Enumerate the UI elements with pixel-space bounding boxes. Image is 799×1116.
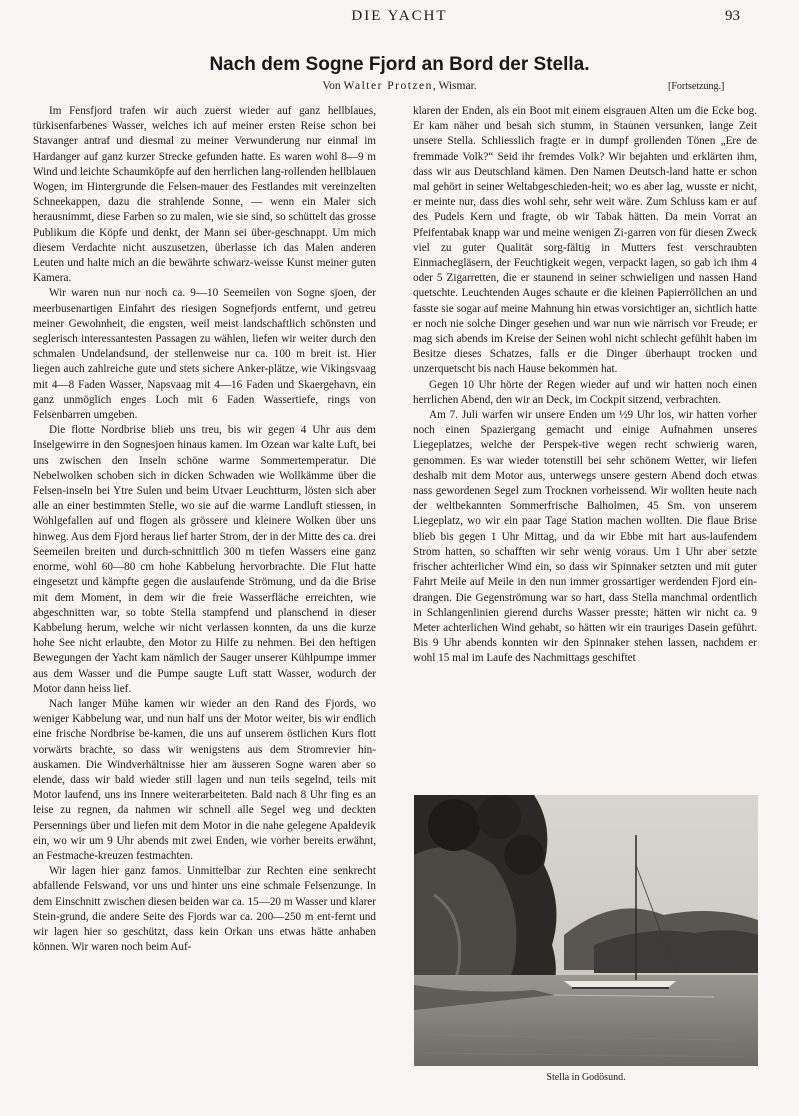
- running-head: DIE YACHT: [351, 8, 448, 24]
- paragraph: Wir lagen hier ganz famos. Unmittelbar zur Rechten eine senkrecht abfallende Felswand, vor uns und hinter uns eine schmale Felsenzunge. In dem Einschnitt zwischen diesen beiden war ca. 15—20 m Wasser und klarer Stein-grund, die andere Seite des Fjords war ca. 200—250 m ent-fernt und wir lagen hier so geschützt, dass kein Orkan uns etwas hätte anhaben können. Wir waren noch beim Auf-: [33, 865, 376, 954]
- paragraph: Gegen 10 Uhr hörte der Regen wieder auf und wir hatten noch einen herrlichen Abend, den wir an Deck, im Cockpit sitzend, verbrachten.: [413, 378, 757, 406]
- right-column: [413, 104, 757, 667]
- paragraph: Am 7. Juli warfen wir unsere Enden um ½9 Uhr los, wir hatten vorher noch einen Spaziergang gemacht und einige Aufnahmen unseres Liegeplatzes, welche der Perspek-tive wegen recht schwierig waren, genommen. Es war wieder totenstill bei sehr schönem Wetter, wir liefen deshalb mit dem Motor aus, unterwegs unsere gestern Abend doch etwas nass gewordenen Segel zum Trocknen vorheissend. Wir wollten heute nach der weltbekannten Sommerfrische Balholmen, 45 Sm. von unserem Liegeplatz, wo wir ein paar Tage Station machen wollten. Die flaue Brise blieb bis gegen 1 Uhr Mittag, und da wir Ebbe mit hart aus-laufendem Strom hatten, so schafften wir sehr wenig voraus. Um 1 Uhr aber setzte frischer achterlicher Wind ein, so dass wir Spinnaker setzten und mit guter Fahrt Meile auf Meile in den nun immer grossartiger werdenden Fjord ein-drangen. Die Gegenströmung war so hart, dass Stella manchmal ordentlich in Schlangenlinien gierend durchs Wasser presste; hätten wir nicht ca. 9 Meter achterlichen Wind gehabt, so hätten wir ein trauriges Dasein geführt. Bis 9 Uhr abends konnten wir den Spinnaker stehen lassen, nachdem er wohl 15 mal im Laufe des Nachmittags geschiftet: [413, 409, 757, 665]
- paragraph: Im Fensfjord trafen wir auch zuerst wieder auf ganz hellblaues, türkisenfarbenes Wasser, welches ich auf meiner ersten Reise schon bei Stavanger antraf und diesmal zu meiner Verwunderung nur einmal im Hardanger auf ganz kurzer Strecke gefunden hatte. Es waren wohl 8—9 m Wind und leichte Schaumköpfe auf den herrlichen lang-rollenden hellblauen Wogen, im Hintergrunde die Felsen-mauer des Festlandes mit vereinzelten Schneekappen, dazu die strahlende Sonne, — wenn ein Maler sich herausnimmt, diese Farben so zu malen, wie sie sind, so schüttelt das grosse Publikum die Köpfe und denkt, der Mann sei über-geschnappt. Um mich diesem Verdachte nicht auszusetzen, überlasse ich das Malen anderen Leuten und halte mich an die bewährte schwarz-weisse Kunst meiner guten Kamera.: [33, 105, 376, 285]
- photo-caption: Stella in Godösund.: [546, 1072, 626, 1083]
- continuation-note: [Fortsetzung.]: [668, 81, 725, 92]
- paragraph: Wir waren nun nur noch ca. 9—10 Seemeilen von Sogne sjoen, der meerbusenartigen Einfahrt des riesigen Sognefjords entfernt, und getreu meiner Gewohnheit, die engsten, weil meist landschaftlich schönsten und seglerisch interessantesten Passagen zu wählen, liefen wir weiter durch den schmalen Undelandsund, der stellenweise nur ca. 100 m breit ist. Hier liegen auch zahlreiche gute und stets sichere Anker-plätze, wie Vikingsvaag mit 4—8 Faden Wasser, Napsvaag mit 4—16 Faden und Skaergehavn, ein ganz unmöglich enges Loch mit 6 Faden Wassertiefe, rings von Felsenbarren umgeben.: [33, 287, 376, 422]
- paragraph: Nach langer Mühe kamen wir wieder an den Rand des Fjords, wo weniger Kabbelung war, und nun half uns der Motor weiter, bis wir endlich eine frische Nordbrise be-kamen, die uns auf unserem östlichen Kurs flott vorwärts brachte, so dass wir wenigstens aus dem Stromrevier hin-auskamen. Die Windverhältnisse hier am äusseren Sogne waren aber so elende, dass wir bald wieder still lagen und nun teils segelnd, teils mit Motor laufend, uns ins Innere weiterarbeiteten. Bald nach 8 Uhr fing es an leise zu regnen, da nahmen wir schnell alle Segel weg und deckten Persennings über und liefen mit dem Motor in die nahe gelegene Apaldevik ein, wo wir um 9 Uhr abends mit zwei Enden, wie vorher bereits erwähnt, an Festmache-kreuzen festmachten.: [33, 697, 376, 862]
- left-column: [33, 104, 376, 955]
- author-place: , Wismar.: [432, 80, 477, 92]
- article-title: Nach dem Sogne Fjord an Bord der Stella.: [209, 54, 590, 75]
- paragraph: Die flotte Nordbrise blieb uns treu, bis wir gegen 4 Uhr aus dem Inselgewirre in den Sognesjoen hinaus kamen. Im Ozean war kalte Luft, bei uns zwischen den Inseln schöne warme Sommertemperatur. Die Nebelwolken schoben sich in dicken Schwaden wie Wollkämme über die Felsen-inseln bei Ytre Sulen und beim Utvaer Leuchtturm, lösten sich aber alle an einer bestimmten Stelle, wo sie auf die warme Landluft stiessen, in Wohlgefallen auf und flogen als grössere und kleinere Wolken über uns hinweg. Aus dem Fjord heraus lief harter Strom, der in der Mitte des ca. drei Seemeilen breiten und durch-schnittlich 300 m tiefen Wassers eine ganz enorme, wohl 60—80 cm hohe Kabbelung hervorbrachte. Die Flut hatte eingesetzt und kämpfte gegen die auslaufende Strömung, und da die Brise mit dem Moment, in dem wir die freie Wasserfläche erreichten, wie abgeschnitten war, so tobte Stella stampfend und planschend in dieser Kabbelung herum, welche wir nicht verlassen konnten, da uns die kurze hohe See nicht erlaubte, den Motor zu Hilfe zu nehmen. Bei den heftigen Bewegungen der Yacht kam nämlich der Sauger unserer Kühlpumpe immer aus dem Wasser und die Pumpe saugte Luft statt Wasser, wodurch der Motor dann heiss lief.: [33, 424, 376, 695]
- page-number: 93: [725, 8, 740, 24]
- fjord-photo-illustration: [414, 795, 758, 1066]
- author-name: Walter Protzen: [343, 80, 433, 92]
- fjord-photo: [414, 795, 758, 1066]
- byline-prefix: Von: [322, 80, 341, 92]
- paragraph: klaren der Enden, als ein Boot mit einem eisgrauen Alten um die Ecke bog. Er kam näher und besah sich stumm, in Staunen versunken, lange Zeit unsere Stella. Schliesslich fragte er in dumpf grollenden Tönen „Ere de fremmade Volk?“ Seid ihr fremdes Volk? Wir bejahten und erklärten ihm, dass wir aus Deutschland kämen. Den Namen Deutsch-land hatte er schon mal gehört in seiner Weltabgeschieden-heit; wo es aber lag, wusste er nicht, er meinte nur, dass dies wohl sehr, sehr weit wäre. Zum Schluss kam er auf des Pudels Kern und fragte, ob wir Tabak hätten. Da mein Vorrat an Pfeifentabak knapp war und meine wenigen Zi-garren von für diesen Zweck viel zu guter Qualität sorg-fältig in Mutters fest verschraubten Einmachegläsern, der Feuchtigkeit wegen, verpackt lagen, so gab ich ihm 4 oder 5 Zigarretten, die er staunend in seiner schwieligen und nassen Hand quetschte. Leuchtenden Auges schaute er die kleinen Papierröllchen an und fasste sie sogar auf meine Mahnung hin etwas vorsichtiger an, sichtlich hatte er noch nie solche Dinger gesehen und war nun wie närrisch vor Freude; er mag sich abends im Kreise der Seinen wohl nicht schlecht gefühlt haben im Besitze dieses Schatzes, falls er die Dinger überhaupt trocken und unzerquetscht bis nach Hause bekommen hat.: [413, 105, 757, 376]
